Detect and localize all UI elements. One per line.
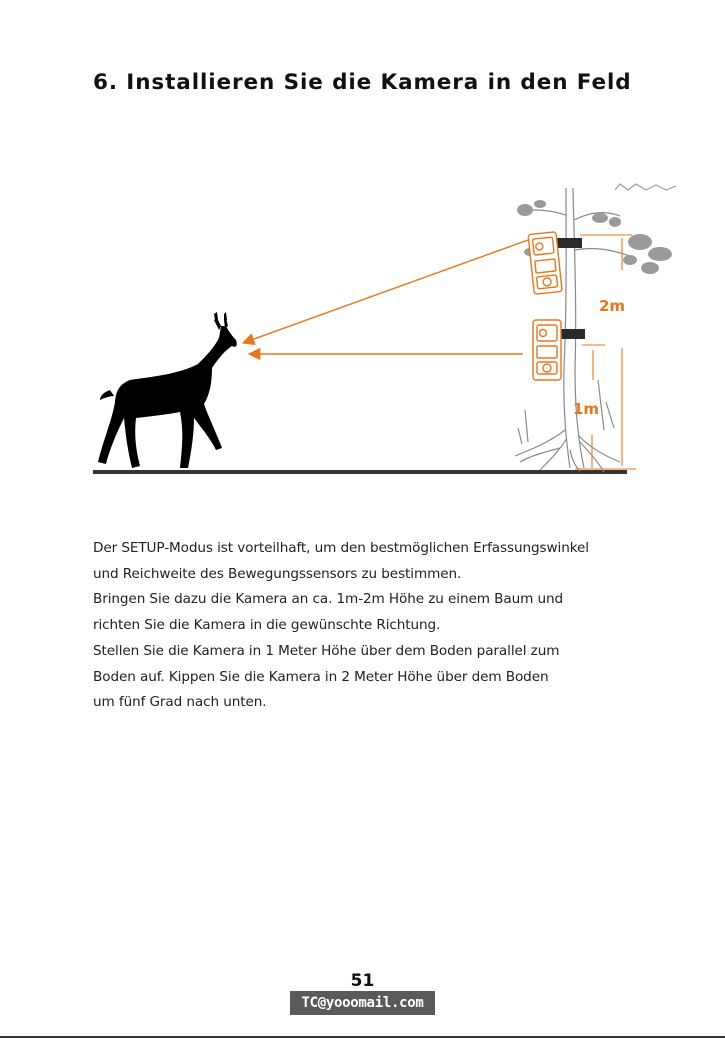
page-title: 6. Installieren Sie die Kamera in den Feld bbox=[93, 70, 632, 95]
instruction-line: richten Sie die Kamera in die gewünschte Richtung. bbox=[93, 617, 441, 634]
ground-line bbox=[93, 470, 627, 474]
lower-camera-icon bbox=[533, 320, 561, 380]
instruction-line: Der SETUP-Modus ist vorteilhaft, um den bestmöglichen Erfassungswinkel bbox=[93, 540, 589, 556]
height-dimension-lines bbox=[575, 235, 636, 469]
upper-height-label: 2m bbox=[599, 297, 626, 315]
page-number: 51 bbox=[350, 971, 375, 991]
instruction-line: Stellen Sie die Kamera in 1 Meter Höhe über dem Boden parallel zum bbox=[93, 642, 560, 659]
email-watermark: TC@yooomail.com bbox=[290, 991, 435, 1015]
lower-mount-strap bbox=[560, 329, 585, 339]
instruction-line: um fünf Grad nach unten. bbox=[93, 694, 267, 711]
camera-installation-diagram bbox=[0, 180, 725, 480]
instruction-text bbox=[93, 536, 683, 716]
instruction-line: Boden auf. Kippen Sie die Kamera in 2 Meter Höhe über dem Boden bbox=[93, 668, 549, 685]
upper-camera-icon bbox=[528, 232, 562, 295]
lower-height-label: 1m bbox=[573, 400, 600, 418]
instruction-line: Bringen Sie dazu die Kamera an ca. 1m-2m Höhe zu einem Baum und bbox=[93, 591, 564, 608]
upper-mount-strap bbox=[555, 238, 582, 248]
upper-detection-arrow bbox=[243, 240, 528, 343]
bottom-rule bbox=[0, 1036, 725, 1038]
deer-icon bbox=[98, 312, 237, 468]
instruction-line: und Reichweite des Bewegungssensors zu bestimmen. bbox=[93, 565, 462, 582]
diagram-svg bbox=[0, 180, 725, 480]
